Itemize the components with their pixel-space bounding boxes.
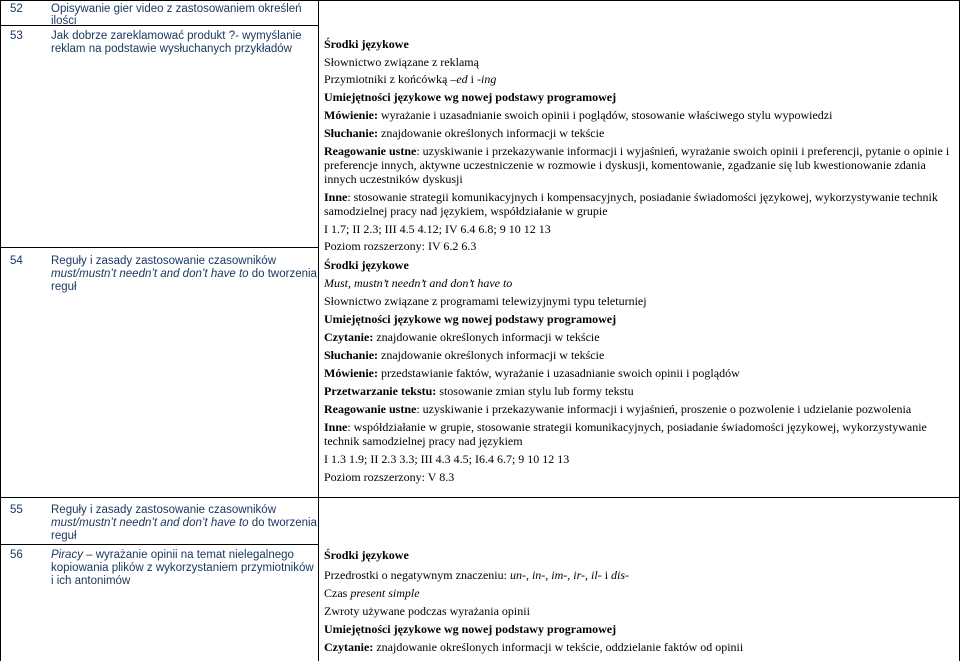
b2-modal-verbs: Must, mustn’t needn’t and don’t have to: [324, 276, 513, 290]
b2-reacting-text: : uzyskiwanie i przekazywanie informacji i wyjaśnień, proszenie o pozwolenie i udzielanie pozwolenia: [416, 402, 912, 416]
lesson-55-number: 55: [10, 504, 23, 516]
b2-reading-text: znajdowanie określonych informacji w tekście: [373, 330, 600, 344]
b2-other-text: : współdziałanie w grupie, stosowanie strategii komunikacyjnych, posiadanie świadomości językowej, wykorzystywanie: [347, 420, 927, 434]
b3-heading-skills: Umiejętności językowe wg nowej podstawy programowej: [324, 622, 617, 636]
lesson-52-title-line2: ilości: [51, 15, 77, 27]
lesson-52-number: 52: [10, 3, 23, 15]
row-divider-54-55: [0, 497, 960, 498]
b1-other-text: : stosowanie strategii komunikacyjnych i kompensacyjnych, posiadanie świadomości językowej, wykorzystywanie technik: [347, 190, 938, 204]
lesson-54-title-line1: Reguły i zasady zastosowanie czasowników: [51, 255, 276, 267]
lesson-53-title-line1: Jak dobrze zareklamować produkt ?- wymyślanie: [51, 30, 302, 42]
b2-reading-label: Czytanie:: [324, 330, 374, 344]
b1-reacting-line1: [324, 144, 949, 158]
b1-listening-label: Słuchanie:: [324, 126, 379, 140]
b1-curriculum-codes: I 1.7; II 2.3; III 4.5 4.12; IV 6.4 6.8; 9 10 12 13: [324, 222, 551, 236]
b2-reacting-label: Reagowanie ustne: [324, 402, 417, 416]
b1-reacting-line2: preferencje innych, aktywne uczestniczenie w rozmowie i dyskusji, komentowanie, zgadzanie się lub kwestionowanie zdania: [324, 158, 926, 172]
b1-vocab-advertising: Słownictwo związane z reklamą: [324, 55, 479, 69]
b2-heading-skills: Umiejętności językowe wg nowej podstawy programowej: [324, 312, 617, 326]
b3-opinion-phrases: Zwroty używane podczas wyrażania opinii: [324, 604, 530, 618]
lesson-54-number: 54: [10, 255, 23, 267]
lesson-55-title-line2: [51, 517, 317, 530]
b2-curriculum-codes: I 1.3 1.9; II 2.3 3.3; III 4.3 4.5; I6.4 6.7; 9 10 12 13: [324, 452, 570, 466]
b2-processing-label: Przetwarzanie tekstu:: [324, 384, 437, 398]
b1-reacting-line3: innych uczestników dyskusji: [324, 172, 463, 186]
lesson-53-title-line2: reklam na podstawie wysłuchanych przykładów: [51, 43, 292, 55]
b1-adjectives-text: Przymiotniki z końcówką: [324, 72, 451, 86]
lesson-55-title-line1: Reguły i zasady zastosowanie czasowników: [51, 504, 276, 516]
b1-other-line2: samodzielnej pracy nad językiem, współdziałanie w grupie: [324, 204, 608, 218]
b3-and: i: [601, 568, 612, 582]
b1-reacting-label: Reagowanie ustne: [324, 144, 417, 158]
b1-listening-text: znajdowanie określonych informacji w tekście: [378, 126, 605, 140]
b1-and: i: [467, 72, 477, 86]
lesson-56-piracy: Piracy: [51, 549, 83, 561]
b1-other-line1: [324, 190, 938, 204]
b2-reacting-line: [324, 402, 911, 416]
b3-prefixes-line: [324, 568, 629, 582]
lesson-56-title-line3: i ich antonimów: [51, 575, 131, 587]
b2-reading-line: [324, 330, 600, 344]
lesson-54-title-line3: reguł: [51, 281, 77, 293]
b1-other-label: Inne: [324, 190, 348, 204]
b1-reacting-text: : uzyskiwanie i przekazywanie informacji i wyjaśnień, wyrażanie swoich opinii i preferencji, pytanie o opinie i: [416, 144, 950, 158]
b1-adjectives-line: [324, 72, 496, 86]
b1-heading-skills: Umiejętności językowe wg nowej podstawy programowej: [324, 90, 617, 104]
b2-speaking-label: Mówienie:: [324, 366, 378, 380]
b3-prefix-list: un-, in-, im-, ir-, il-: [509, 568, 602, 582]
table-left-border: [0, 0, 1, 661]
lesson-55-title-rest: do tworzenia: [248, 517, 317, 529]
b3-reading-line: [324, 640, 743, 654]
lesson-56-title-line1: [51, 549, 294, 562]
b2-speaking-text: przedstawianie faktów, wyrażanie i uzasadnianie swoich opinii i poglądów: [377, 366, 740, 380]
b2-other-line2: technik samodzielnej pracy nad językiem: [324, 434, 523, 448]
row-divider-53-54: [0, 247, 318, 248]
b1-speaking-line: [324, 108, 832, 122]
b2-processing-text: stosowanie zmian stylu lub formy tekstu: [436, 384, 634, 398]
b2-listening-label: Słuchanie:: [324, 348, 379, 362]
lesson-54-modal-verbs: must/mustn’t needn’t and don’t have to: [51, 268, 249, 280]
lesson-56-number: 56: [10, 549, 23, 561]
b2-processing-line: [324, 384, 634, 398]
b3-tense-label: Czas: [324, 586, 351, 600]
lesson-54-title-rest: do tworzenia: [248, 268, 317, 280]
lesson-55-modal-verbs: must/mustn’t needn’t and don’t have to: [51, 517, 249, 529]
b1-ing-suffix: -ing: [476, 72, 497, 86]
b1-ed-suffix: –ed: [450, 72, 468, 86]
b3-reading-label: Czytanie:: [324, 640, 374, 654]
b1-listening-line: [324, 126, 604, 140]
table-top-border: [0, 0, 960, 1]
b2-vocab-tv: Słownictwo związane z programami telewizyjnymi typu teleturniej: [324, 294, 647, 308]
lesson-56-title-rest: – wyrażanie opinii na temat nielegalnego: [82, 549, 294, 561]
lesson-55-title-line3: reguł: [51, 530, 77, 542]
lesson-54-title-line2: [51, 268, 317, 281]
b3-prefix-dis: dis-: [611, 568, 630, 582]
b1-speaking-label: Mówienie:: [324, 108, 378, 122]
b3-tense-line: [324, 586, 420, 600]
lesson-56-title-line2: kopiowania plików z wykorzystaniem przymiotników: [51, 562, 314, 574]
b2-speaking-line: [324, 366, 740, 380]
b2-other-label: Inne: [324, 420, 348, 434]
b3-reading-text: znajdowanie określonych informacji w tekście, oddzielanie faktów od opinii: [373, 640, 744, 654]
row-divider-55-56: [0, 544, 318, 545]
b2-heading-language-means: Środki językowe: [324, 258, 409, 272]
b2-advanced-level: Poziom rozszerzony: V 8.3: [324, 470, 455, 484]
b1-speaking-text: wyrażanie i uzasadnianie swoich opinii i poglądów, stosowanie właściwego stylu wypowiedzi: [377, 108, 833, 122]
b3-present-simple: present simple: [350, 586, 420, 600]
lesson-53-number: 53: [10, 30, 23, 42]
b3-heading-language-means: Środki językowe: [324, 548, 409, 562]
b1-heading-language-means: Środki językowe: [324, 37, 409, 51]
column-divider: [318, 0, 319, 661]
row-divider-52-53: [0, 25, 318, 26]
lesson-52-title-line1: Opisywanie gier video z zastosowaniem określeń: [51, 3, 302, 15]
b2-listening-text: znajdowanie określonych informacji w tekście: [378, 348, 605, 362]
b3-prefixes-text: Przedrostki o negatywnym znaczeniu:: [324, 568, 510, 582]
b2-listening-line: [324, 348, 604, 362]
b2-other-line1: [324, 420, 927, 434]
b1-advanced-level: Poziom rozszerzony: IV 6.2 6.3: [324, 239, 477, 253]
